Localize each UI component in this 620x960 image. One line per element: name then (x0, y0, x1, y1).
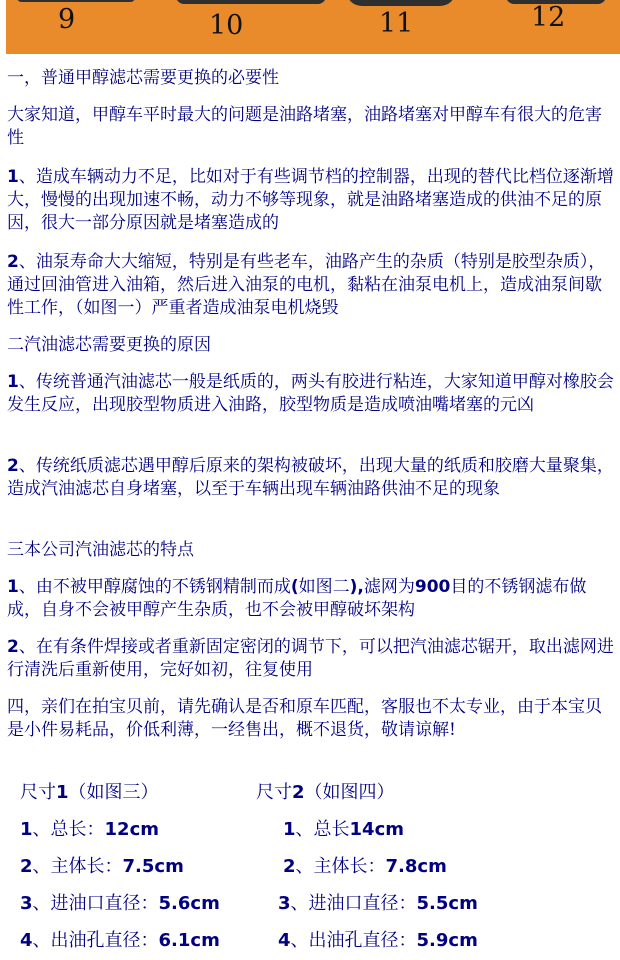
size-title-text: 尺寸 (20, 782, 56, 803)
spec-label: 、进油口直径： (290, 893, 417, 914)
size-2-title (256, 781, 395, 805)
spec-value: 14cm (349, 819, 405, 840)
point-text: 、传统普通汽油滤芯一般是纸质的，两头有胶进行粘连，大家知道甲醇对橡胶会发生反应，出现胶型物质进入油路，胶型物质是造成喷油嘴堵塞的元凶 (7, 372, 614, 415)
spec-value: 5.6cm (158, 893, 220, 914)
spec-label: 、总长 (295, 819, 350, 840)
notice-text: 四，亲们在拍宝贝前，请先确认是否和原车匹配，客服也不太专业，由于本宝贝是小件易耗品，价低利薄，一经售出，概不退货，敬请谅解! (7, 697, 602, 740)
spec-label: 、主体长： (32, 856, 123, 877)
section-3-heading (7, 539, 617, 562)
spec-label: 、主体长： (295, 856, 386, 877)
photo-label-9: 9 (58, 4, 76, 35)
section-2-point-2 (7, 455, 617, 501)
point-number: 2 (7, 252, 19, 272)
spec-value: 5.9cm (416, 930, 478, 951)
spec-label: 、进油口直径： (32, 893, 159, 914)
filter-photo-10 (176, 0, 326, 4)
spec-value: 7.8cm (385, 856, 447, 877)
spec-value: 5.5cm (416, 893, 478, 914)
section-3-point-2 (7, 636, 617, 682)
spec-number: 3 (20, 893, 33, 914)
section-3-point-1 (7, 576, 617, 622)
size-2-spec-1 (283, 818, 404, 842)
spec-number: 1 (20, 819, 33, 840)
section-1-point-2 (7, 251, 617, 320)
section-4-notice (7, 696, 617, 742)
size-1-spec-4 (20, 929, 220, 953)
spec-number: 1 (283, 819, 296, 840)
point-text: ), (349, 577, 364, 597)
size-2-spec-3 (278, 892, 478, 916)
section-1-point-1 (7, 166, 617, 235)
section-1-intro (7, 104, 617, 150)
size-2-spec-2 (283, 855, 447, 879)
spec-number: 3 (278, 893, 291, 914)
section-1-heading (7, 67, 617, 90)
point-text: 、在有条件焊接或者重新固定密闭的调节下，可以把汽油滤芯锯开，取出滤网进行清洗后重新使用，完好如初，往复使用 (7, 637, 614, 680)
spec-number: 2 (20, 856, 33, 877)
spec-label: 、总长： (32, 819, 105, 840)
filter-photo-11 (346, 0, 456, 6)
size-2-spec-4 (278, 929, 478, 953)
point-text: 、油泵寿命大大缩短，特别是有些老车，油路产生的杂质（特别是胶型杂质），通过回油管进入油箱，然后进入油泵的电机，黏粘在油泵电机上，造成油泵间歇性工作，（如图一）严重者造成油泵电机烧毁 (7, 252, 606, 318)
mesh-count: 900 (414, 577, 451, 597)
section-2-heading-text: 二汽油滤芯需要更换的原因 (7, 335, 211, 355)
filter-photo-9 (16, 0, 136, 2)
section-2-point-1 (7, 371, 617, 417)
size-title-number: 1 (56, 782, 69, 803)
photo-label-11: 11 (379, 8, 414, 39)
photo-label-12: 12 (531, 2, 566, 33)
point-text: 目的不锈钢滤布做成，自身不会被甲醇产生杂质，也不会被甲醇破坏架构 (7, 577, 587, 620)
size-1-spec-1 (20, 818, 159, 842)
point-text: 、传统纸质滤芯遇甲醇后原来的架构被破坏，出现大量的纸质和胶磨大量聚集，造成汽油滤芯自身堵塞，以至于车辆出现车辆油路供油不足的现象 (7, 456, 614, 499)
size-title-ref: （如图四） (304, 782, 395, 803)
size-1-title (20, 781, 159, 805)
spec-number: 4 (20, 930, 33, 951)
size-title-text: 尺寸 (256, 782, 292, 803)
section-2-heading (7, 334, 617, 357)
point-number: 2 (7, 456, 19, 476)
spec-label: 、出油孔直径： (290, 930, 417, 951)
spec-value: 6.1cm (158, 930, 220, 951)
spec-number: 2 (283, 856, 296, 877)
spec-value: 7.5cm (122, 856, 184, 877)
point-text: 、由不被甲醇腐蚀的不锈钢精制而成 (18, 577, 291, 597)
spec-label: 、出油孔直径： (32, 930, 159, 951)
point-text: 如图二 (298, 577, 350, 597)
size-1-spec-2 (20, 855, 184, 879)
product-photo-banner (6, 0, 620, 54)
point-text: ( (290, 577, 299, 597)
size-title-ref: （如图三） (68, 782, 159, 803)
section-3-heading-text: 三本公司汽油滤芯的特点 (7, 540, 194, 560)
point-number: 1 (7, 372, 19, 392)
size-title-number: 2 (292, 782, 305, 803)
point-text: 滤网为 (363, 577, 415, 597)
spec-number: 4 (278, 930, 291, 951)
point-number: 1 (7, 577, 19, 597)
photo-label-10: 10 (209, 10, 244, 41)
point-text: 、造成车辆动力不足，比如对于有些调节档的控制器，出现的替代比档位逐渐增大，慢慢的出现加速不畅，动力不够等现象，就是油路堵塞造成的供油不足的原因，很大一部分原因就是堵塞造成的 (7, 167, 614, 233)
section-1-intro-text: 大家知道，甲醇车平时最大的问题是油路堵塞，油路堵塞对甲醇车有很大的危害性 (7, 105, 602, 148)
size-1-spec-3 (20, 892, 220, 916)
section-1-heading-text: 一，普通甲醇滤芯需要更换的必要性 (7, 68, 279, 88)
point-number: 2 (7, 637, 19, 657)
point-number: 1 (7, 167, 19, 187)
spec-value: 12cm (104, 819, 160, 840)
